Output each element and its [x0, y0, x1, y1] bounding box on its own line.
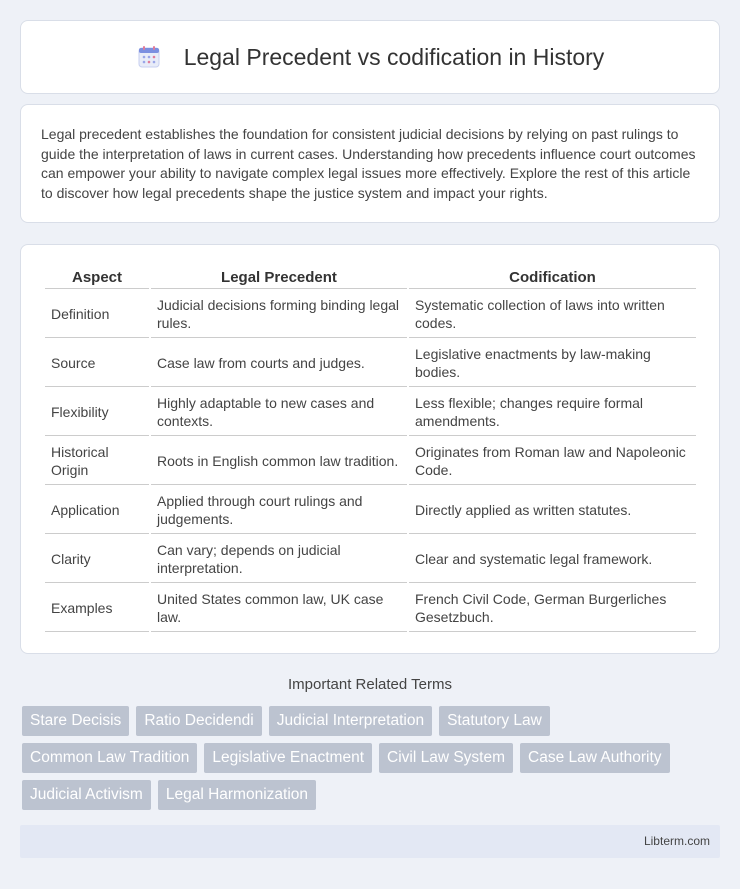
precedent-cell: United States common law, UK case law. [151, 585, 407, 632]
tag-civil-law-system[interactable]: Civil Law System [379, 743, 513, 773]
aspect-cell: Application [45, 487, 149, 534]
table-row [45, 438, 696, 485]
comparison-card [20, 244, 720, 654]
codification-cell: Systematic collection of laws into written codes. [409, 291, 696, 338]
tag-case-law-authority[interactable]: Case Law Authority [520, 743, 670, 773]
intro-card [20, 104, 720, 223]
codification-cell: Clear and systematic legal framework. [409, 536, 696, 583]
related-terms-tags [22, 706, 722, 817]
codification-cell: French Civil Code, German Burgerliches Gesetzbuch. [409, 585, 696, 632]
table-row [45, 487, 696, 534]
precedent-cell: Judicial decisions forming binding legal rules. [151, 291, 407, 338]
table-row [45, 585, 696, 632]
table-header-row [45, 267, 696, 289]
aspect-cell: Clarity [45, 536, 149, 583]
tag-legislative-enactment[interactable]: Legislative Enactment [204, 743, 372, 773]
precedent-cell: Can vary; depends on judicial interpretation. [151, 536, 407, 583]
column-header-legal-precedent: Legal Precedent [151, 267, 407, 289]
codification-cell: Directly applied as written statutes. [409, 487, 696, 534]
aspect-cell: Definition [45, 291, 149, 338]
calendar-grid-icon [136, 44, 162, 70]
precedent-cell: Highly adaptable to new cases and contexts. [151, 389, 407, 436]
codification-cell: Less flexible; changes require formal amendments. [409, 389, 696, 436]
tag-statutory-law[interactable]: Statutory Law [439, 706, 550, 736]
table-row [45, 291, 696, 338]
page-title: Legal Precedent vs codification in History [183, 43, 605, 70]
tag-legal-harmonization[interactable]: Legal Harmonization [158, 780, 316, 810]
aspect-cell: Historical Origin [45, 438, 149, 485]
table-row [45, 536, 696, 583]
comparison-table [43, 265, 698, 634]
footer-site-link[interactable]: Libterm.com [643, 834, 710, 848]
intro-text: Legal precedent establishes the foundation for consistent judicial decisions by relying on past rulings to guide the interpretation of laws in current cases. Understanding how precedents influence court outcomes can empower your ability to navigate complex legal issues more effectively. Explore the rest of this article to discover how legal precedents shape the justice system and impact your rights. [41, 126, 696, 201]
tag-judicial-activism[interactable]: Judicial Activism [22, 780, 151, 810]
column-header-codification: Codification [409, 267, 696, 289]
column-header-aspect: Aspect [45, 267, 149, 289]
codification-cell: Originates from Roman law and Napoleonic Code. [409, 438, 696, 485]
precedent-cell: Applied through court rulings and judgements. [151, 487, 407, 534]
tag-ratio-decidendi[interactable]: Ratio Decidendi [136, 706, 261, 736]
precedent-cell: Roots in English common law tradition. [151, 438, 407, 485]
tag-common-law-tradition[interactable]: Common Law Tradition [22, 743, 197, 773]
aspect-cell: Examples [45, 585, 149, 632]
tag-stare-decisis[interactable]: Stare Decisis [22, 706, 129, 736]
title-card [20, 20, 720, 94]
aspect-cell: Source [45, 340, 149, 387]
related-terms-title: Important Related Terms [288, 676, 452, 693]
table-row [45, 340, 696, 387]
tag-judicial-interpretation[interactable]: Judicial Interpretation [269, 706, 432, 736]
footer [20, 825, 720, 858]
codification-cell: Legislative enactments by law-making bodies. [409, 340, 696, 387]
precedent-cell: Case law from courts and judges. [151, 340, 407, 387]
table-row [45, 389, 696, 436]
aspect-cell: Flexibility [45, 389, 149, 436]
